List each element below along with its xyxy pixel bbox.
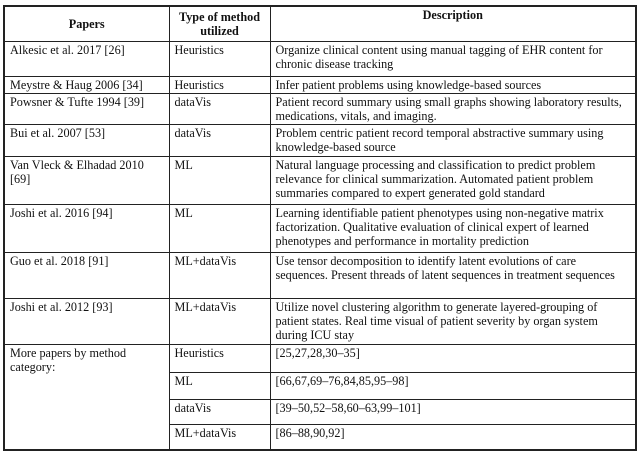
- header-description: Description: [270, 6, 636, 41]
- paper-cell: Joshi et al. 2012 [93]: [4, 298, 169, 344]
- table-row: [4, 124, 636, 156]
- method-cell: ML+dataVis: [169, 252, 270, 298]
- description-cell: Utilize novel clustering algorithm to generate layered-grouping of patient states. Real time visual of patient severity by organ system during ICU stay: [270, 298, 636, 344]
- method-cell: ML: [169, 372, 270, 399]
- method-cell: ML+dataVis: [169, 424, 270, 450]
- method-cell: dataVis: [169, 93, 270, 124]
- table-row: [4, 204, 636, 252]
- table-row: [4, 156, 636, 204]
- refs-cell: [66,67,69–76,84,85,95–98]: [270, 372, 636, 399]
- description-cell: Organize clinical content using manual tagging of EHR content for chronic disease tracking: [270, 41, 636, 76]
- header-papers: Papers: [4, 6, 169, 41]
- description-cell: Problem centric patient record temporal abstractive summary using knowledge-based source: [270, 124, 636, 156]
- paper-cell: Joshi et al. 2016 [94]: [4, 204, 169, 252]
- table-row: [4, 252, 636, 298]
- method-cell: dataVis: [169, 399, 270, 424]
- description-cell: Use tensor decomposition to identify latent evolutions of care sequences. Present threads of latent sequences in treatment sequences: [270, 252, 636, 298]
- description-cell: Infer patient problems using knowledge-based sources: [270, 76, 636, 93]
- table-row: [4, 41, 636, 76]
- table-row: [4, 298, 636, 344]
- refs-cell: [25,27,28,30–35]: [270, 344, 636, 372]
- more-papers-label: More papers by method category:: [4, 344, 169, 450]
- methods-table: [3, 5, 637, 451]
- refs-cell: [39–50,52–58,60–63,99–101]: [270, 399, 636, 424]
- header-row: [4, 6, 636, 41]
- header-method: Type of method utilized: [169, 6, 270, 41]
- paper-cell: Powsner & Tufte 1994 [39]: [4, 93, 169, 124]
- method-cell: dataVis: [169, 124, 270, 156]
- method-cell: ML: [169, 156, 270, 204]
- description-cell: Natural language processing and classification to predict problem relevance for clinical summarization. Automated patient problem summaries compared to expert generated gold standard: [270, 156, 636, 204]
- paper-cell: Alkesic et al. 2017 [26]: [4, 41, 169, 76]
- refs-cell: [86–88,90,92]: [270, 424, 636, 450]
- method-cell: Heuristics: [169, 76, 270, 93]
- method-cell: ML: [169, 204, 270, 252]
- table-row: [4, 93, 636, 124]
- table-row: [4, 76, 636, 93]
- method-cell: Heuristics: [169, 41, 270, 76]
- description-cell: Learning identifiable patient phenotypes using non-negative matrix factorization. Qualitative evaluation of clinical expert of learned phenotypes and performance in mortality prediction: [270, 204, 636, 252]
- method-cell: ML+dataVis: [169, 298, 270, 344]
- paper-cell: Van Vleck & Elhadad 2010 [69]: [4, 156, 169, 204]
- more-row: [4, 344, 636, 372]
- paper-cell: Meystre & Haug 2006 [34]: [4, 76, 169, 93]
- method-cell: Heuristics: [169, 344, 270, 372]
- paper-cell: Bui et al. 2007 [53]: [4, 124, 169, 156]
- description-cell: Patient record summary using small graphs showing laboratory results, medications, vitals, and imaging.: [270, 93, 636, 124]
- paper-cell: Guo et al. 2018 [91]: [4, 252, 169, 298]
